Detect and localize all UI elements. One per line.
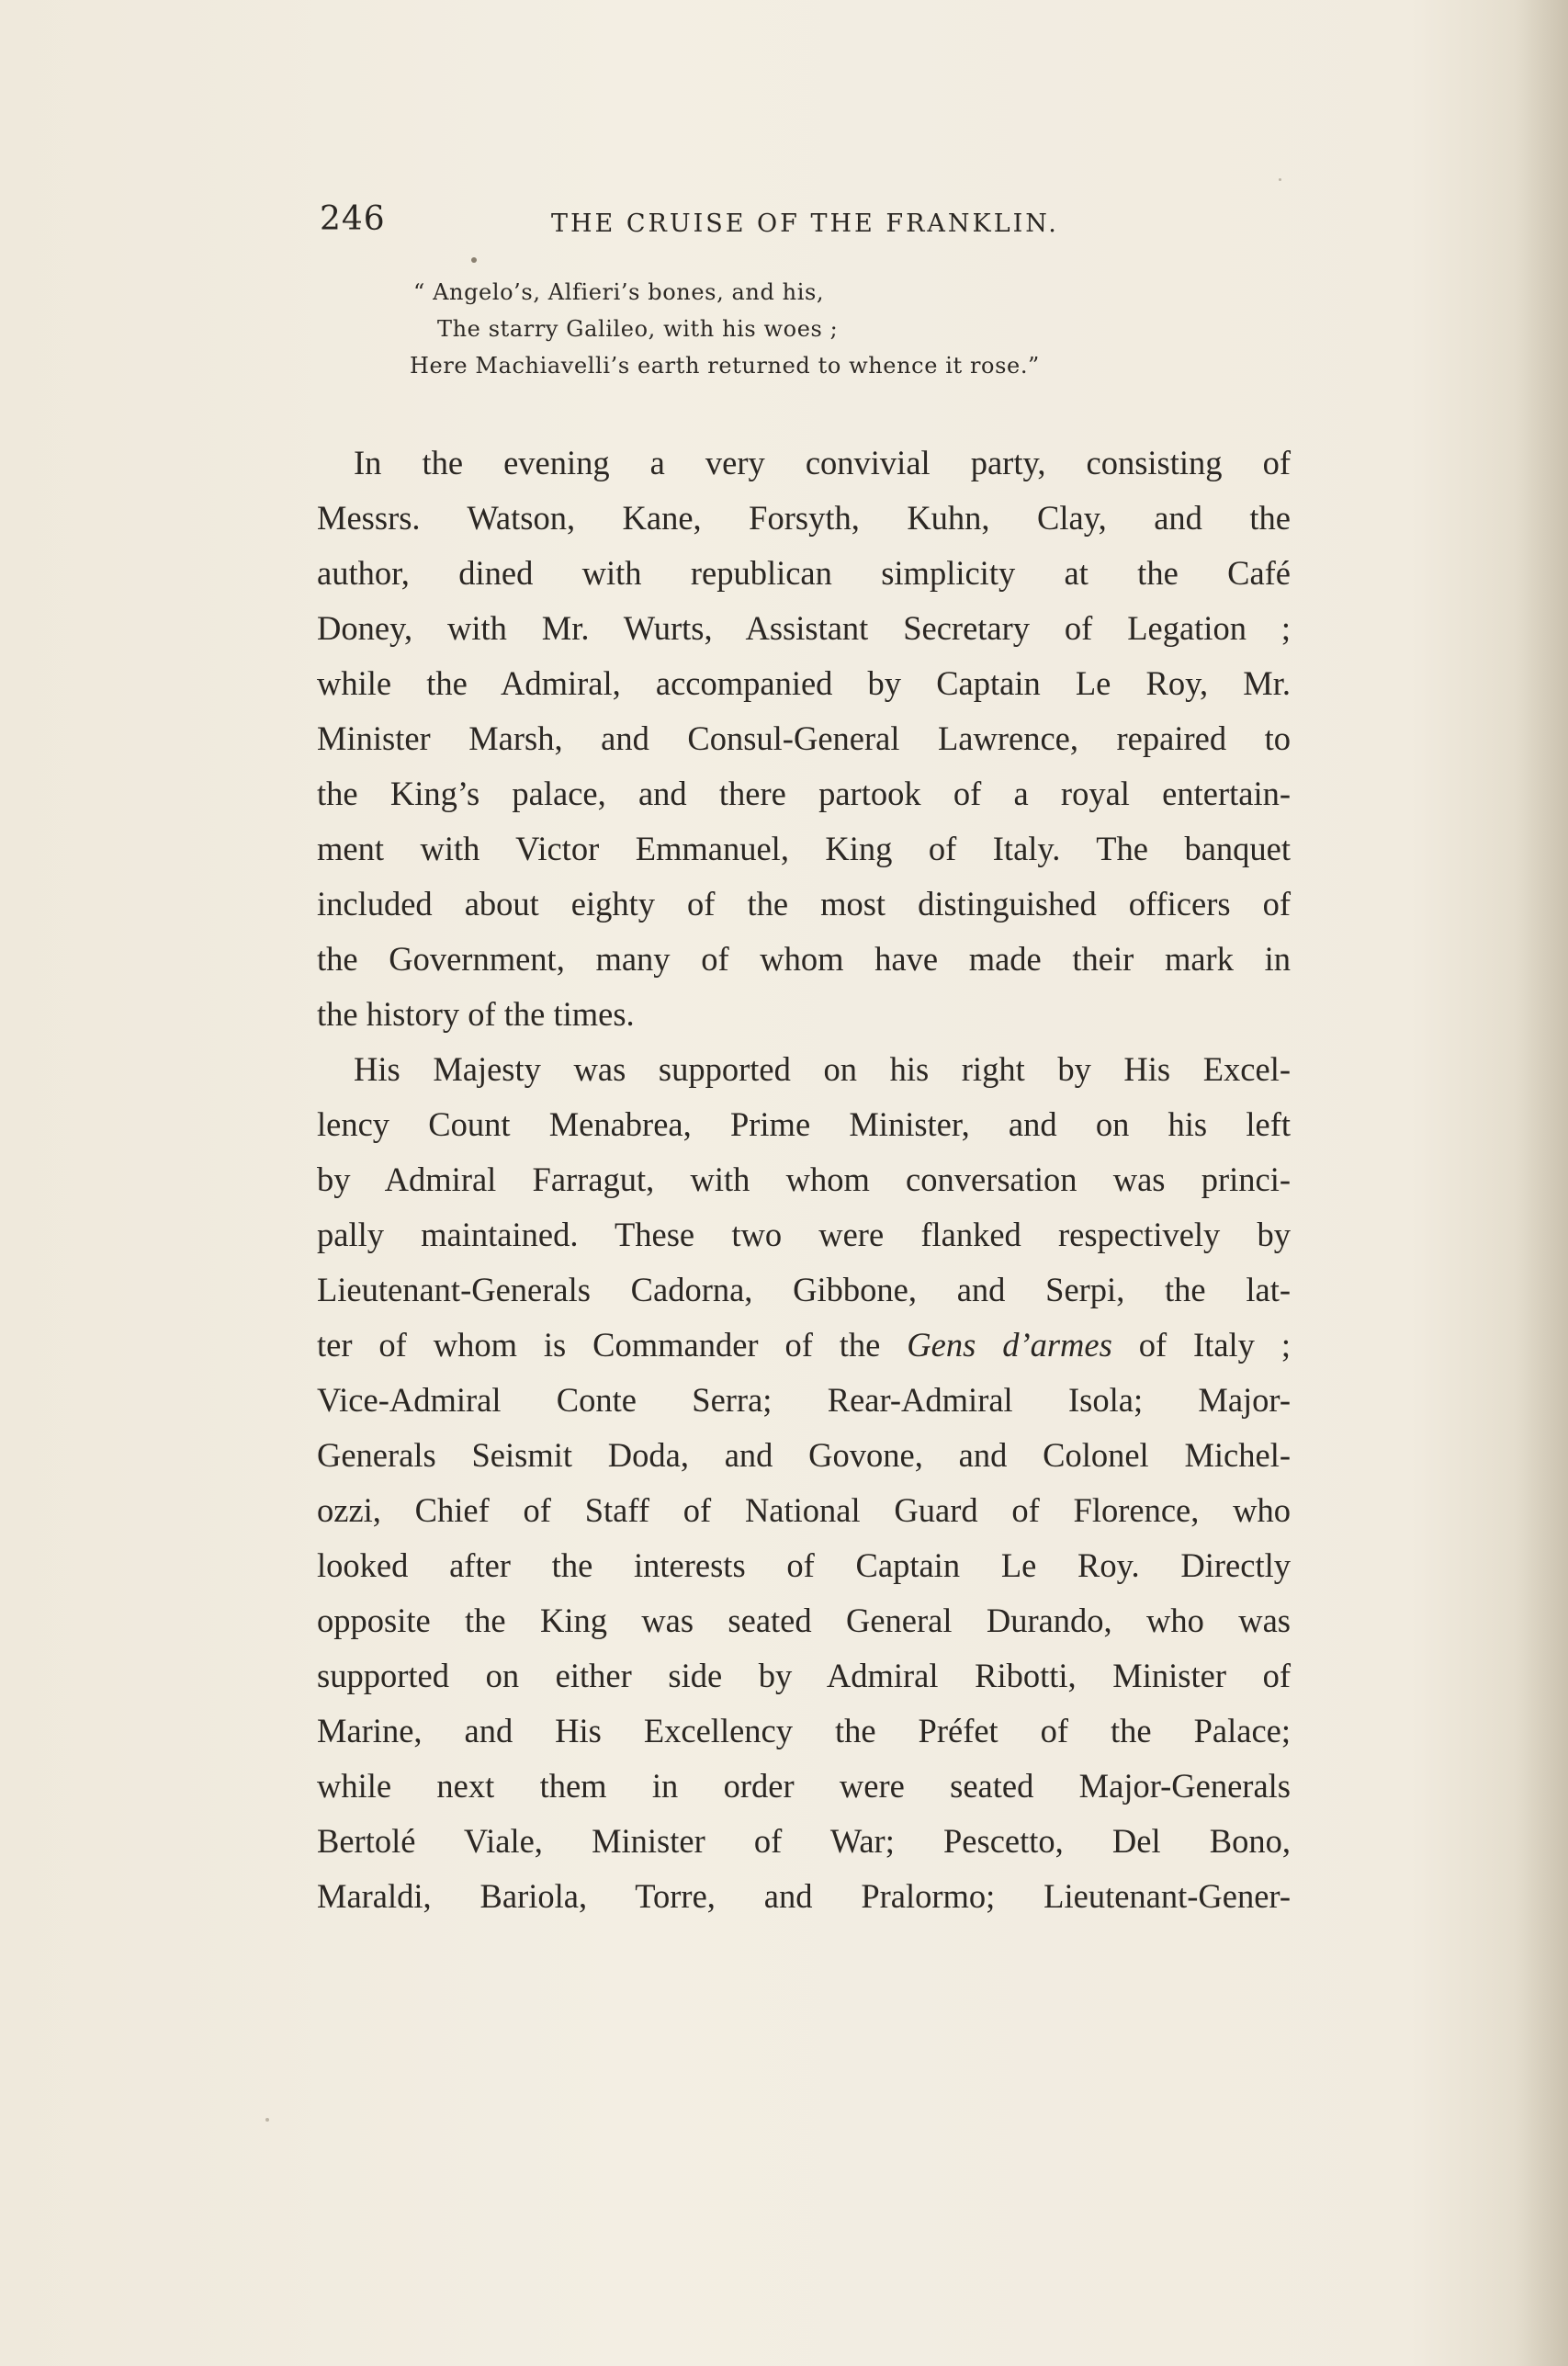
text-line: lency Count Menabrea, Prime Minister, and on his left — [317, 1105, 1291, 1143]
text-line: the history of the times. — [317, 995, 635, 1033]
quoted-verse — [410, 274, 1240, 384]
paragraph-royal-banquet — [317, 1042, 1291, 1924]
text-line: while the Admiral, accompanied by Captain Le Roy, Mr. — [317, 664, 1291, 702]
running-title: THE CRUISE OF THE FRANKLIN. — [551, 209, 1059, 238]
text-line: Marine, and His Excellency the Préfet of the Palace; — [317, 1712, 1291, 1749]
text-line: ozzi, Chief of Staff of National Guard of Florence, who — [317, 1491, 1291, 1529]
text-line: supported on either side by Admiral Ribotti, Minister of — [317, 1657, 1291, 1694]
verse-line: “ Angelo’s, Alfieri’s bones, and his, — [413, 279, 825, 305]
italic-phrase: Gens d’armes — [907, 1326, 1112, 1364]
body-text — [317, 436, 1291, 1924]
text-line: ment with Victor Emmanuel, King of Italy. The banquet — [317, 830, 1291, 867]
page-number: 246 — [320, 200, 386, 238]
text-line: while next them in order were seated Major-Generals — [317, 1767, 1291, 1805]
verse-line: The starry Galileo, with his woes ; — [437, 316, 839, 342]
text-line: Bertolé Viale, Minister of War; Pescetto, Del Bono, — [317, 1822, 1291, 1860]
text-line: pally maintained. These two were flanked respectively by — [317, 1216, 1291, 1253]
text-line: the King’s palace, and there partook of a royal entertain- — [317, 775, 1291, 812]
ink-speck — [265, 2118, 269, 2122]
ink-speck — [1279, 178, 1281, 181]
text-line-gens-darmes — [317, 1318, 1291, 1373]
text-line: Lieutenant-Generals Cadorna, Gibbone, and Serpi, the lat- — [317, 1271, 1291, 1308]
text-line: In the evening a very convivial party, consisting of — [354, 444, 1291, 481]
page-header — [320, 200, 1284, 246]
text-line: Messrs. Watson, Kane, Forsyth, Kuhn, Clay, and the — [317, 499, 1291, 537]
text-line: author, dined with republican simplicity at the Café — [317, 554, 1291, 592]
text-line: Minister Marsh, and Consul-General Lawrence, repaired to — [317, 719, 1291, 757]
text-line: His Majesty was supported on his right by His Excel- — [354, 1050, 1291, 1088]
paragraph-evening-party — [317, 436, 1291, 1042]
text-line: Maraldi, Bariola, Torre, and Pralormo; Lieutenant-Gener- — [317, 1877, 1291, 1915]
text-line: looked after the interests of Captain Le Roy. Directly — [317, 1546, 1291, 1584]
ink-speck — [471, 257, 477, 263]
verse-line: Here Machiavelli’s earth returned to whence it rose.” — [410, 353, 1040, 379]
page-edge-shadow — [1513, 0, 1568, 2366]
text-fragment: of Italy ; — [1111, 1326, 1291, 1364]
text-line: the Government, many of whom have made their mark in — [317, 940, 1291, 978]
text-line: by Admiral Farragut, with whom conversation was princi- — [317, 1160, 1291, 1198]
text-fragment: ter of whom is Commander of the — [317, 1326, 908, 1364]
text-line: included about eighty of the most distinguished officers of — [317, 885, 1291, 923]
text-line: Doney, with Mr. Wurts, Assistant Secretary of Legation ; — [317, 609, 1291, 647]
text-line: Generals Seismit Doda, and Govone, and Colonel Michel- — [317, 1436, 1291, 1474]
text-line: Vice-Admiral Conte Serra; Rear-Admiral Isola; Major- — [317, 1381, 1291, 1419]
text-line: opposite the King was seated General Durando, who was — [317, 1602, 1291, 1639]
